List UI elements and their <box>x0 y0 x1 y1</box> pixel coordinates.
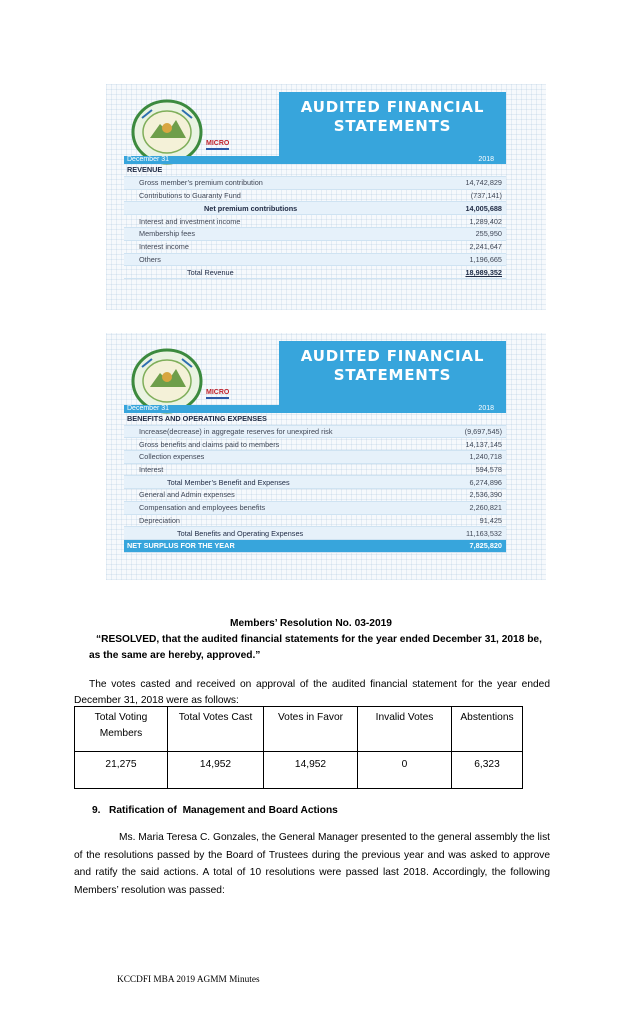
table-row: BENEFITS AND OPERATING EXPENSES <box>124 413 506 426</box>
header-date: December 31 <box>127 156 170 163</box>
value-total-voting-members: 21,275 <box>75 752 168 789</box>
table-row: Collection expenses 1,240,718 <box>124 451 506 464</box>
table-row: General and Admin expenses 2,536,390 <box>124 489 506 502</box>
table-row-total: Total Benefits and Operating Expenses 11,163,532 <box>124 527 506 540</box>
resolution-text: “RESOLVED, that the audited financial statements for the year ended December 31, 2018 be, as the same are hereby, approved.” <box>89 634 542 661</box>
votes-table <box>74 706 523 789</box>
table-row: REVENUE <box>124 164 506 177</box>
table-row: Increase(decrease) in aggregate reserves for unexpired risk (9,697,545) <box>124 426 506 439</box>
table-row: Contributions to Guaranty Fund (737,141) <box>124 190 506 203</box>
header-year: 2018 <box>478 405 494 412</box>
value-abstentions: 6,323 <box>452 752 523 789</box>
table-row-total: Total Revenue 18,989,352 <box>124 266 506 279</box>
micro-logo: MICRO <box>206 389 229 399</box>
value-total-votes-cast: 14,952 <box>168 752 264 789</box>
table-row-net-surplus: NET SURPLUS FOR THE YEAR 7,825,820 <box>124 540 506 553</box>
resolution-title: Members’ Resolution No. 03-2019 <box>230 618 392 629</box>
section-heading: 9. Ratification of Management and Board Actions <box>92 805 338 816</box>
table-row: Others 1,196,665 <box>124 254 506 267</box>
slide-title-banner <box>279 341 506 405</box>
table-row-subtotal: Total Member’s Benefit and Expenses 6,274,896 <box>124 476 506 489</box>
micro-logo: MICRO <box>206 140 229 150</box>
table-row: Gross benefits and claims paid to members 14,137,145 <box>124 438 506 451</box>
table-row: Net premium contributions 14,005,688 <box>124 202 506 215</box>
header-date: December 31 <box>127 405 170 412</box>
financial-statement-slide-revenue <box>106 84 546 310</box>
value-votes-in-favor: 14,952 <box>264 752 358 789</box>
table-row: Compensation and employees benefits 2,260,821 <box>124 502 506 515</box>
header-total-voting-members: Total Voting Members <box>75 707 168 752</box>
banner-line-1: AUDITED FINANCIAL <box>300 347 485 365</box>
header-abstentions: Abstentions <box>452 707 523 752</box>
section-body-paragraph: Ms. Maria Teresa C. Gonzales, the General Manager presented to the general assembly the list of the resolutions passed by the Board of Trustees during the previous year and was asked to approve and ratify the said actions. A total of 10 resolutions were passed last 2018. Accordingly, the following Members’ resolution was passed: <box>74 832 550 896</box>
table-header <box>124 405 506 413</box>
table-row: Interest 594,578 <box>124 464 506 477</box>
page-footer: KCCDFI MBA 2019 AGMM Minutes <box>117 975 260 985</box>
header-total-votes-cast: Total Votes Cast <box>168 707 264 752</box>
header-invalid-votes: Invalid Votes <box>358 707 452 752</box>
header-year: 2018 <box>478 156 494 163</box>
votes-table-header-row <box>75 707 523 752</box>
revenue-table <box>124 156 506 279</box>
value-invalid-votes: 0 <box>358 752 452 789</box>
banner-line-2: STATEMENTS <box>333 117 452 135</box>
table-row: Membership fees 255,950 <box>124 228 506 241</box>
table-header <box>124 156 506 164</box>
expenses-table <box>124 405 506 553</box>
table-row: Interest income 2,241,647 <box>124 241 506 254</box>
table-row: Gross member’s premium contribution 14,742,829 <box>124 177 506 190</box>
slide-title-banner <box>279 92 506 156</box>
banner-line-1: AUDITED FINANCIAL <box>300 98 485 116</box>
financial-statement-slide-expenses <box>106 333 546 580</box>
table-row: Interest and investment income 1,289,402 <box>124 215 506 228</box>
votes-table-value-row <box>75 752 523 789</box>
table-row: Depreciation 91,425 <box>124 515 506 528</box>
votes-intro-paragraph: The votes casted and received on approval of the audited financial statement for the year ended December 31, 2018 were as follows: <box>74 679 550 706</box>
banner-line-2: STATEMENTS <box>333 366 452 384</box>
header-votes-in-favor: Votes in Favor <box>264 707 358 752</box>
